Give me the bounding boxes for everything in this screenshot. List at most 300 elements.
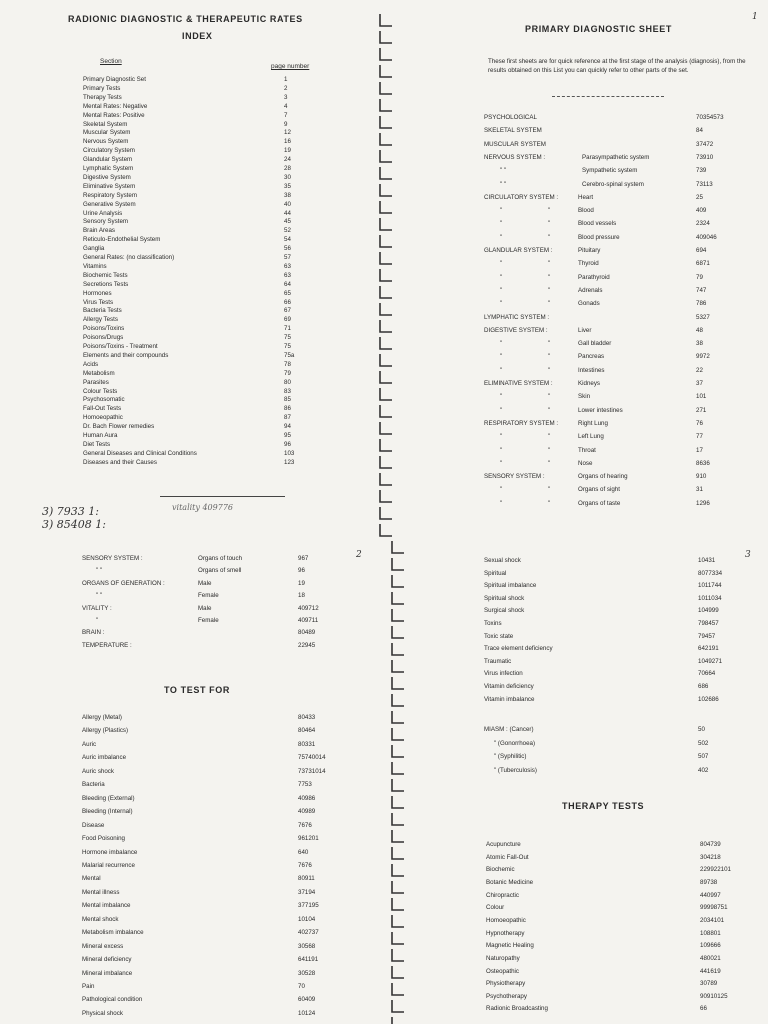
binding-hook <box>392 881 404 893</box>
page-two-row-organ: Female <box>198 592 219 600</box>
primary-row-rate: 409046 <box>696 233 717 241</box>
binding-hook <box>380 439 392 451</box>
primary-row-rate: 73113 <box>696 180 713 188</box>
primary-row-rate: 5327 <box>696 313 710 321</box>
primary-row-rate: 8636 <box>696 459 710 467</box>
page-two-row-organ: Female <box>198 617 219 624</box>
index-entry-label: Psychosomatic <box>83 396 125 404</box>
index-entry-label: Skeletal System <box>83 120 128 128</box>
primary-row-rate: 79 <box>696 273 703 281</box>
binding-hook <box>392 592 404 604</box>
page-three-row-rate: 1049271 <box>698 657 723 665</box>
dashed-divider <box>552 96 664 97</box>
to-test-row-rate: 37194 <box>298 888 316 896</box>
binding-hook <box>392 779 404 791</box>
binding-hook <box>380 524 392 536</box>
binding-hook <box>392 728 404 740</box>
to-test-row-rate: 70 <box>298 983 305 990</box>
primary-row-organ: Thyroid <box>578 260 599 268</box>
to-test-row-label: Mineral imbalance <box>82 969 133 977</box>
primary-row-organ: Intestines <box>578 366 605 374</box>
handwritten-note-2: 3) 85408 1: <box>42 518 106 531</box>
to-test-row-label: Mineral excess <box>82 942 124 950</box>
page-two-row-system: " <box>96 617 99 624</box>
primary-row-rate: 786 <box>696 300 707 308</box>
index-entry-page: 19 <box>284 147 291 155</box>
binding-hook <box>392 796 404 808</box>
page-three-row-label: Toxins <box>484 620 502 627</box>
primary-row-rate: 910 <box>696 473 707 481</box>
binding-hook <box>380 167 392 179</box>
index-entry-label: Fall-Out Tests <box>83 405 122 413</box>
binding-hook <box>380 133 392 145</box>
binding-hook <box>380 286 392 298</box>
binding-hook <box>380 507 392 519</box>
index-entry-label: Mental Rates: Positive <box>83 111 145 119</box>
binding-hook <box>380 320 392 332</box>
index-entry-label: Diet Tests <box>83 440 111 448</box>
to-test-row-label: Mental <box>82 875 101 883</box>
therapy-row-rate: 66 <box>700 1005 707 1013</box>
miasm-row-rate: 502 <box>698 739 709 747</box>
to-test-row-label: Disease <box>82 821 105 829</box>
therapy-row-rate: 440997 <box>700 891 721 899</box>
index-entry-label: Brain Areas <box>83 227 115 235</box>
to-test-row-label: Metabolism imbalance <box>82 929 144 937</box>
binding-hook <box>392 575 404 587</box>
index-entry-label: Digestive System <box>83 173 131 181</box>
primary-row-ditto: " <box>548 286 551 294</box>
binding-hook <box>392 1017 404 1024</box>
primary-row-system: " <box>500 459 503 467</box>
primary-row-organ: Pituitary <box>578 247 601 254</box>
primary-row-ditto: " <box>548 366 551 374</box>
page-two-row-rate: 18 <box>298 592 305 600</box>
index-entry-label: Mental Rates: Negative <box>83 102 148 110</box>
index-entry-label: Lymphatic System <box>83 165 134 172</box>
binding-hook <box>380 218 392 230</box>
to-test-row-rate: 30528 <box>298 969 316 977</box>
page-three-row-label: Surgical shock <box>484 607 525 615</box>
index-entry-label: Virus Tests <box>83 298 114 306</box>
primary-row-rate: 22 <box>696 366 703 374</box>
page-two-row-rate: 409712 <box>298 604 319 612</box>
primary-row-rate: 1296 <box>696 499 710 507</box>
primary-row-system: " <box>500 353 503 361</box>
binding-hook <box>380 65 392 77</box>
primary-row-organ: Blood vessels <box>578 220 617 228</box>
primary-row-organ: Lower intestines <box>578 406 623 414</box>
page-three-row-label: Trace element deficiency <box>484 645 553 653</box>
index-entry-page: 94 <box>284 423 291 431</box>
to-test-row-rate: 73731014 <box>298 767 326 775</box>
page-three-row-label: Sexual shock <box>484 557 521 564</box>
binding-hook <box>392 949 404 961</box>
binding-hook <box>392 541 404 553</box>
primary-row-ditto: " <box>548 446 551 454</box>
therapy-row-rate: 304218 <box>700 853 721 861</box>
primary-title: PRIMARY DIAGNOSTIC SHEET <box>525 24 672 34</box>
primary-row-rate: 38 <box>696 340 703 348</box>
therapy-row-rate: 2034101 <box>700 916 725 924</box>
index-entry-page: 87 <box>284 414 291 422</box>
primary-row-rate: 76 <box>696 419 703 427</box>
index-entry-label: Human Aura <box>83 432 118 439</box>
index-entry-label: Urine Analysis <box>83 209 123 217</box>
to-test-row-label: Mental shock <box>82 915 119 923</box>
primary-row-organ: Organs of taste <box>578 499 621 507</box>
page-three-row-rate: 104999 <box>698 607 719 615</box>
index-entry-page: 86 <box>284 405 291 413</box>
to-test-row-rate: 80433 <box>298 714 316 721</box>
page-two-row-system: TEMPERATURE : <box>82 641 132 649</box>
index-entry-label: Colour Tests <box>83 387 118 395</box>
primary-row-ditto: " <box>548 260 551 268</box>
binding-hook <box>380 201 392 213</box>
therapy-row-rate: 109666 <box>700 942 721 950</box>
primary-row-ditto: " <box>548 340 551 348</box>
primary-row-rate: 739 <box>696 167 707 175</box>
index-entry-page: 69 <box>284 316 291 324</box>
to-test-row-label: Auric imbalance <box>82 754 127 762</box>
to-test-row-label: Allergy (Metal) <box>82 714 122 721</box>
index-entry-page: 103 <box>284 449 295 457</box>
miasm-row-label: " (Syphilitic) <box>494 753 527 761</box>
binding-hook <box>392 966 404 978</box>
page-number: 2 <box>356 550 362 560</box>
therapy-row-label: Radionic Broadcasting <box>486 1005 548 1013</box>
page-three-row-label: Spiritual <box>484 569 507 577</box>
index-entry-label: Primary Tests <box>83 84 121 92</box>
binding-hook <box>392 660 404 672</box>
to-test-row-rate: 10124 <box>298 1009 316 1017</box>
index-entry-page: 12 <box>284 129 291 137</box>
page-three-row-rate: 102686 <box>698 695 719 703</box>
primary-row-system: " <box>500 300 503 308</box>
binding-hook <box>392 830 404 842</box>
index-entry-label: Homoeopathic <box>83 414 123 422</box>
page-two-row-system: " " <box>96 567 103 575</box>
primary-row-ditto: " <box>548 273 551 281</box>
index-entry-label: Biochemic Tests <box>83 271 128 279</box>
index-entry-page: 63 <box>284 271 291 279</box>
binding-hook <box>380 422 392 434</box>
primary-row-system: " <box>500 486 503 494</box>
index-entry-page: 30 <box>284 173 291 181</box>
primary-row-ditto: " <box>548 300 551 308</box>
spiral-binding <box>370 0 410 1024</box>
primary-row-ditto: " <box>548 486 551 494</box>
index-entry-label: Glandular System <box>83 156 133 164</box>
binding-hook <box>392 694 404 706</box>
page-three-row-rate: 8077334 <box>698 569 723 577</box>
index-entry-label: Poisons/Toxins - Treatment <box>83 343 158 350</box>
binding-hook <box>380 82 392 94</box>
to-test-row-rate: 30568 <box>298 942 316 950</box>
page-three-row-rate: 70664 <box>698 670 716 678</box>
therapy-row-label: Psychotherapy <box>486 992 527 1000</box>
index-entry-label: General Rates: (no classification) <box>83 254 175 261</box>
primary-row-ditto: " <box>548 393 551 401</box>
therapy-row-label: Atomic Fall-Out <box>486 853 529 861</box>
index-title: RADIONIC DIAGNOSTIC & THERAPEUTIC RATES <box>68 14 303 24</box>
handwritten-note-1: 3) 7933 1: <box>42 505 99 518</box>
binding-hook <box>380 48 392 60</box>
primary-row-rate: 6871 <box>696 260 710 268</box>
primary-row-system: " <box>500 207 503 215</box>
to-test-row-label: Physical shock <box>82 1009 123 1017</box>
to-test-row-label: Mineral deficiency <box>82 956 132 964</box>
page-two-row-rate: 409711 <box>298 617 319 624</box>
primary-row-ditto: " <box>548 220 551 228</box>
page-three-row-rate: 798457 <box>698 620 719 627</box>
index-entry-page: 57 <box>284 254 291 261</box>
index-entry-page: 52 <box>284 227 291 235</box>
to-test-row-rate: 80911 <box>298 875 315 883</box>
to-test-row-rate: 377195 <box>298 902 319 910</box>
binding-hook <box>380 473 392 485</box>
index-entry-page: 40 <box>284 200 291 208</box>
col-page-header: page number <box>271 63 310 70</box>
primary-row-organ: Cerebro-spinal system <box>582 180 644 188</box>
index-entry-page: 45 <box>284 218 291 226</box>
miasm-row-label: MIASM : (Cancer) <box>484 726 534 733</box>
to-test-row-rate: 40989 <box>298 808 316 816</box>
page-two-row-organ: Organs of smell <box>198 567 242 575</box>
to-test-row-rate: 40986 <box>298 794 316 802</box>
therapy-row-rate: 90910125 <box>700 992 728 1000</box>
to-test-row-rate: 402737 <box>298 929 319 937</box>
binding-hook <box>380 14 392 26</box>
primary-row-organ: Throat <box>578 446 596 454</box>
miasm-row-label: " (Tuberculosis) <box>494 766 537 774</box>
primary-row-organ: Gonads <box>578 300 600 308</box>
to-test-row-label: Auric <box>82 740 97 748</box>
to-test-for-heading: TO TEST FOR <box>164 685 230 695</box>
index-entry-label: Therapy Tests <box>83 93 122 101</box>
therapy-row-rate: 108801 <box>700 929 721 937</box>
binding-hook <box>392 626 404 638</box>
to-test-row-label: Mental illness <box>82 888 120 896</box>
primary-row-rate: 25 <box>696 193 703 201</box>
index-entry-label: Nervous System <box>83 138 129 146</box>
index-entry-label: Metabolism <box>83 369 115 377</box>
index-entry-label: Poisons/Drugs <box>83 334 124 342</box>
page-three-row-label: Spiritual imbalance <box>484 582 537 590</box>
primary-row-ditto: " <box>548 499 551 507</box>
primary-row-organ: Organs of sight <box>578 486 620 494</box>
primary-row-organ: Left Lung <box>578 433 604 441</box>
binding-hook <box>380 388 392 400</box>
binding-hook <box>392 745 404 757</box>
index-entry-page: 44 <box>284 209 291 217</box>
page-two-row-organ: Male <box>198 579 212 587</box>
index-entry-page: 83 <box>284 387 291 395</box>
therapy-row-label: Botanic Medicine <box>486 878 534 886</box>
therapy-row-rate: 441619 <box>700 967 721 975</box>
therapy-row-rate: 30789 <box>700 980 718 988</box>
primary-row-ditto: " <box>548 207 551 215</box>
index-entry-label: Respiratory System <box>83 191 137 199</box>
primary-row-system: LYMPHATIC SYSTEM : <box>484 313 550 321</box>
index-entry-label: Acids <box>83 360 99 368</box>
index-entry-page: 3 <box>284 93 288 101</box>
therapy-row-label: Colour <box>486 904 505 912</box>
primary-row-system: SKELETAL SYSTEM <box>484 127 542 135</box>
primary-row-system: PSYCHOLOGICAL <box>484 114 537 121</box>
index-entry-page: 80 <box>284 378 291 386</box>
index-entry-label: Hormones <box>83 289 112 297</box>
therapy-row-rate: 89738 <box>700 878 718 886</box>
page-two-row-rate: 22945 <box>298 641 316 649</box>
page-two-row-rate: 80489 <box>298 629 316 637</box>
index-entry-page: 2 <box>284 84 288 92</box>
primary-row-organ: Kidneys <box>578 380 601 387</box>
page-two-row-organ: Organs of touch <box>198 555 243 562</box>
index-entry-label: Circulatory System <box>83 147 135 155</box>
therapy-row-rate: 480021 <box>700 954 721 962</box>
index-entry-page: 1 <box>284 76 288 83</box>
index-entry-page: 24 <box>284 156 291 164</box>
col-section-header: Section <box>100 58 122 65</box>
page-three-row-label: Vitamin imbalance <box>484 695 535 703</box>
to-test-row-label: Mental imbalance <box>82 902 131 910</box>
page-two-row-rate: 96 <box>298 567 305 575</box>
to-test-row-rate: 75740014 <box>298 754 326 762</box>
primary-row-organ: Blood <box>578 207 594 215</box>
binding-hook <box>380 31 392 43</box>
page-number: 1 <box>752 12 758 22</box>
binding-hook <box>380 490 392 502</box>
signature-line <box>160 496 285 497</box>
to-test-row-rate: 961201 <box>298 835 319 843</box>
page-three-row-rate: 686 <box>698 683 709 690</box>
primary-row-rate: 2324 <box>696 220 710 228</box>
therapy-row-label: Homoeopathic <box>486 916 526 924</box>
primary-row-rate: 70354573 <box>696 114 724 121</box>
to-test-row-label: Pain <box>82 983 95 990</box>
therapy-row-label: Osteopathic <box>486 967 520 975</box>
index-entry-label: Ganglia <box>83 245 105 253</box>
page-three-row-label: Virus infection <box>484 670 523 678</box>
binding-hook <box>392 813 404 825</box>
primary-row-system: CIRCULATORY SYSTEM : <box>484 193 559 201</box>
primary-row-system: " <box>500 260 503 268</box>
binding-hook <box>380 269 392 281</box>
primary-row-system: MUSCULAR SYSTEM <box>484 140 546 148</box>
page-three-row-rate: 642191 <box>698 645 719 653</box>
index-entry-label: General Diseases and Clinical Conditions <box>83 449 197 457</box>
page-two-row-system: ORGANS OF GENERATION : <box>82 579 165 587</box>
primary-row-ditto: " <box>548 353 551 361</box>
index-entry-page: 75 <box>284 334 291 342</box>
index-subtitle: INDEX <box>182 31 213 41</box>
binding-hook <box>392 1000 404 1012</box>
index-entry-page: 28 <box>284 165 291 172</box>
primary-row-ditto: " <box>548 233 551 241</box>
index-entry-page: 7 <box>284 111 288 119</box>
primary-row-system: " <box>500 446 503 454</box>
primary-row-system: " <box>500 273 503 281</box>
index-entry-page: 85 <box>284 396 291 404</box>
to-test-row-label: Bacteria <box>82 781 105 789</box>
index-entry-label: Elements and their compounds <box>83 351 169 359</box>
primary-row-rate: 48 <box>696 326 703 334</box>
primary-row-ditto: " <box>548 406 551 414</box>
page-two-row-system: " " <box>96 592 103 600</box>
primary-row-ditto: " <box>548 459 551 467</box>
primary-row-system: " <box>500 233 503 241</box>
page-three-row-rate: 79457 <box>698 632 716 640</box>
binding-hook <box>392 609 404 621</box>
binding-hook <box>392 932 404 944</box>
miasm-row-rate: 402 <box>698 766 709 774</box>
binding-hook <box>380 337 392 349</box>
binding-hook <box>380 371 392 383</box>
page-three-row-rate: 1011034 <box>698 594 722 602</box>
page-three-row-label: Spiritual shock <box>484 594 525 602</box>
index-entry-page: 35 <box>284 182 291 190</box>
primary-row-rate: 694 <box>696 247 707 254</box>
therapy-row-label: Chiropractic <box>486 891 520 899</box>
primary-row-rate: 747 <box>696 286 707 294</box>
index-entry-page: 38 <box>284 191 291 199</box>
primary-row-system: " <box>500 406 503 414</box>
primary-row-system: " " <box>500 167 507 175</box>
therapy-row-label: Naturopathy <box>486 954 520 962</box>
binding-hook <box>380 354 392 366</box>
index-entry-page: 4 <box>284 102 288 110</box>
primary-row-rate: 37472 <box>696 140 714 148</box>
primary-row-rate: 9972 <box>696 353 710 361</box>
to-test-row-label: Allergy (Plastics) <box>82 727 129 735</box>
to-test-row-rate: 7676 <box>298 861 312 869</box>
index-entry-label: Sensory System <box>83 218 129 226</box>
miasm-row-rate: 507 <box>698 753 709 761</box>
index-entry-page: 123 <box>284 458 295 466</box>
to-test-row-rate: 641191 <box>298 956 319 964</box>
page-three-row-rate: 10431 <box>698 557 716 564</box>
index-entry-label: Vitamins <box>83 262 107 270</box>
primary-row-organ: Liver <box>578 326 592 334</box>
to-test-row-label: Pathological condition <box>82 996 143 1004</box>
primary-row-rate: 17 <box>696 446 703 454</box>
index-entry-label: Primary Diagnostic Set <box>83 76 146 83</box>
primary-row-organ: Parasympathetic system <box>582 153 650 161</box>
to-test-row-label: Bleeding (External) <box>82 794 135 802</box>
primary-row-organ: Gall bladder <box>578 340 612 348</box>
index-entry-page: 78 <box>284 360 291 368</box>
index-entry-page: 95 <box>284 432 291 439</box>
binding-hook <box>392 864 404 876</box>
binding-hook <box>380 235 392 247</box>
primary-row-system: " <box>500 393 503 401</box>
index-entry-label: Reticulo-Endothelial System <box>83 236 161 244</box>
page-two-row-organ: Male <box>198 604 212 612</box>
therapy-row-rate: 804739 <box>700 841 721 848</box>
therapy-row-rate: 99998751 <box>700 904 728 912</box>
index-entry-page: 71 <box>284 325 291 333</box>
to-test-row-label: Hormone imbalance <box>82 848 138 856</box>
primary-row-organ: Sympathetic system <box>582 167 638 175</box>
miasm-row-rate: 50 <box>698 726 705 733</box>
index-entry-label: Dr. Bach Flower remedies <box>83 423 155 431</box>
index-entry-label: Allergy Tests <box>83 316 118 324</box>
primary-row-organ: Heart <box>578 193 594 201</box>
primary-row-system: ELIMINATIVE SYSTEM : <box>484 380 553 387</box>
page-two-row-system: VITALITY : <box>82 604 112 612</box>
primary-row-organ: Nose <box>578 459 593 467</box>
